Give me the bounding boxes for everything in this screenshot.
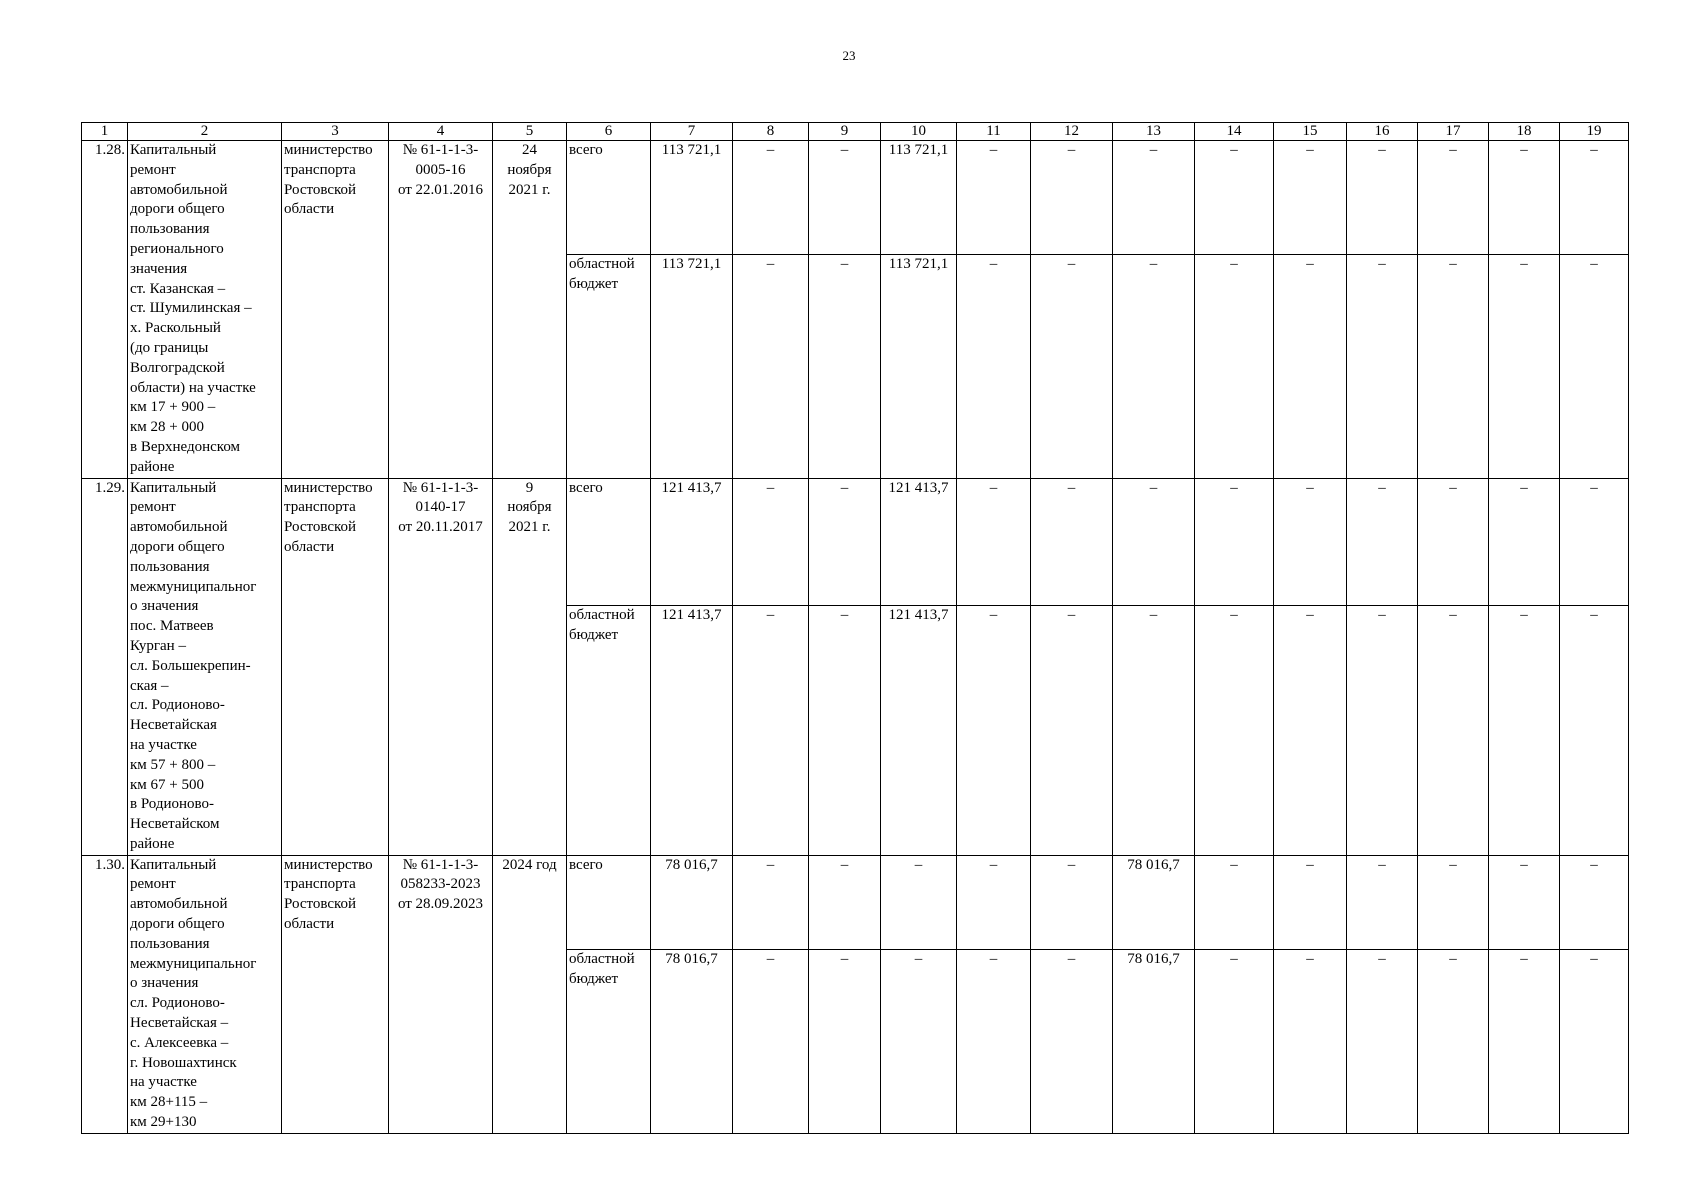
funding-source: всего <box>567 478 651 606</box>
amount-cell: – <box>1560 478 1629 606</box>
row-number: 1.30. <box>82 855 128 1133</box>
amount-cell: – <box>1274 855 1347 949</box>
amount-cell: 113 721,1 <box>881 141 957 255</box>
amount-cell: – <box>1113 606 1195 855</box>
column-number: 13 <box>1113 123 1195 141</box>
column-number: 14 <box>1195 123 1274 141</box>
amount-cell: – <box>957 606 1031 855</box>
amount-cell: 78 016,7 <box>1113 855 1195 949</box>
amount-cell: 121 413,7 <box>651 478 733 606</box>
amount-cell: – <box>1560 255 1629 478</box>
amount-cell: – <box>1031 255 1113 478</box>
amount-cell: – <box>1031 606 1113 855</box>
column-number: 18 <box>1489 123 1560 141</box>
amount-cell: – <box>1560 855 1629 949</box>
amount-cell: – <box>1560 949 1629 1133</box>
amount-cell: – <box>733 255 809 478</box>
column-number: 17 <box>1418 123 1489 141</box>
amount-cell: – <box>1195 606 1274 855</box>
amount-cell: – <box>733 606 809 855</box>
funding-table <box>81 122 1629 1134</box>
funding-source: всего <box>567 141 651 255</box>
amount-cell: – <box>881 949 957 1133</box>
amount-cell: – <box>1347 855 1418 949</box>
amount-cell: – <box>1274 141 1347 255</box>
amount-cell: – <box>1418 478 1489 606</box>
column-number: 1 <box>82 123 128 141</box>
column-number: 11 <box>957 123 1031 141</box>
amount-cell: – <box>957 478 1031 606</box>
amount-cell: 121 413,7 <box>881 478 957 606</box>
amount-cell: 121 413,7 <box>651 606 733 855</box>
amount-cell: – <box>1489 606 1560 855</box>
object-name: Капитальный ремонт автомобильной дороги общего пользования межмуниципальног о значения сл. Родионово- Несветайская – с. Алексеевка – г. Новошахтинск на участке км 28+115 – км 29+130 <box>128 855 282 1133</box>
amount-cell: 78 016,7 <box>651 949 733 1133</box>
amount-cell: – <box>1560 141 1629 255</box>
row-number: 1.29. <box>82 478 128 855</box>
column-number: 8 <box>733 123 809 141</box>
column-number: 16 <box>1347 123 1418 141</box>
amount-cell: – <box>957 141 1031 255</box>
amount-cell: – <box>1347 478 1418 606</box>
column-number: 5 <box>493 123 567 141</box>
table-row <box>82 141 1629 255</box>
amount-cell: – <box>1418 141 1489 255</box>
column-number-row <box>82 123 1629 141</box>
amount-cell: 113 721,1 <box>881 255 957 478</box>
amount-cell: – <box>1113 255 1195 478</box>
amount-cell: – <box>1347 141 1418 255</box>
column-number: 12 <box>1031 123 1113 141</box>
amount-cell: – <box>1489 949 1560 1133</box>
amount-cell: – <box>1031 949 1113 1133</box>
column-number: 15 <box>1274 123 1347 141</box>
amount-cell: – <box>1347 606 1418 855</box>
funding-source: областной бюджет <box>567 255 651 478</box>
funding-source: областной бюджет <box>567 949 651 1133</box>
column-number: 10 <box>881 123 957 141</box>
amount-cell: – <box>1031 478 1113 606</box>
customer: министерство транспорта Ростовской области <box>282 141 389 479</box>
completion-date: 9 ноября 2021 г. <box>493 478 567 855</box>
amount-cell: – <box>1418 949 1489 1133</box>
amount-cell: – <box>1195 255 1274 478</box>
amount-cell: – <box>1274 255 1347 478</box>
amount-cell: – <box>1031 141 1113 255</box>
amount-cell: – <box>733 141 809 255</box>
amount-cell: – <box>1489 141 1560 255</box>
funding-source: всего <box>567 855 651 949</box>
page-number: 23 <box>842 48 856 63</box>
amount-cell: – <box>1418 855 1489 949</box>
amount-cell: – <box>1274 478 1347 606</box>
amount-cell: – <box>1489 855 1560 949</box>
customer: министерство транспорта Ростовской области <box>282 478 389 855</box>
amount-cell: – <box>1195 478 1274 606</box>
amount-cell: – <box>733 478 809 606</box>
object-name: Капитальный ремонт автомобильной дороги общего пользования регионального значения ст. Казанская – ст. Шумилинская – х. Раскольный (до границы Волгоградской области) на участке км 17 + 900 – км 28 + 000 в Верхнедонском районе <box>128 141 282 479</box>
object-name: Капитальный ремонт автомобильной дороги общего пользования межмуниципальног о значения пос. Матвеев Курган – сл. Большекрепин- ская – сл. Родионово- Несветайская на участке км 57 + 800 – км 67 + 500 в Родионово- Несветайском районе <box>128 478 282 855</box>
expertise-document: № 61-1-1-3- 058233-2023 от 28.09.2023 <box>389 855 493 1133</box>
amount-cell: 121 413,7 <box>881 606 957 855</box>
completion-date: 24 ноября 2021 г. <box>493 141 567 479</box>
amount-cell: – <box>1031 855 1113 949</box>
amount-cell: – <box>881 855 957 949</box>
amount-cell: – <box>1418 255 1489 478</box>
row-number: 1.28. <box>82 141 128 479</box>
expertise-document: № 61-1-1-3- 0005-16 от 22.01.2016 <box>389 141 493 479</box>
amount-cell: – <box>1347 255 1418 478</box>
amount-cell: – <box>733 855 809 949</box>
amount-cell: 113 721,1 <box>651 141 733 255</box>
table-row <box>82 855 1629 949</box>
amount-cell: – <box>809 949 881 1133</box>
column-number: 2 <box>128 123 282 141</box>
amount-cell: – <box>957 255 1031 478</box>
amount-cell: – <box>1195 949 1274 1133</box>
column-number: 6 <box>567 123 651 141</box>
column-number: 9 <box>809 123 881 141</box>
amount-cell: – <box>1560 606 1629 855</box>
amount-cell: – <box>957 949 1031 1133</box>
amount-cell: – <box>1195 141 1274 255</box>
amount-cell: – <box>1489 255 1560 478</box>
column-number: 7 <box>651 123 733 141</box>
amount-cell: – <box>1418 606 1489 855</box>
amount-cell: – <box>1347 949 1418 1133</box>
amount-cell: – <box>1113 141 1195 255</box>
amount-cell: – <box>1274 949 1347 1133</box>
amount-cell: – <box>809 255 881 478</box>
expertise-document: № 61-1-1-3- 0140-17 от 20.11.2017 <box>389 478 493 855</box>
amount-cell: 78 016,7 <box>1113 949 1195 1133</box>
amount-cell: – <box>957 855 1031 949</box>
column-number: 4 <box>389 123 493 141</box>
amount-cell: – <box>733 949 809 1133</box>
customer: министерство транспорта Ростовской области <box>282 855 389 1133</box>
amount-cell: – <box>809 606 881 855</box>
column-number: 19 <box>1560 123 1629 141</box>
amount-cell: – <box>1489 478 1560 606</box>
amount-cell: – <box>809 855 881 949</box>
amount-cell: 78 016,7 <box>651 855 733 949</box>
column-number: 3 <box>282 123 389 141</box>
amount-cell: 113 721,1 <box>651 255 733 478</box>
amount-cell: – <box>809 141 881 255</box>
table-row <box>82 478 1629 606</box>
amount-cell: – <box>1195 855 1274 949</box>
amount-cell: – <box>1113 478 1195 606</box>
amount-cell: – <box>1274 606 1347 855</box>
completion-date: 2024 год <box>493 855 567 1133</box>
funding-source: областной бюджет <box>567 606 651 855</box>
amount-cell: – <box>809 478 881 606</box>
